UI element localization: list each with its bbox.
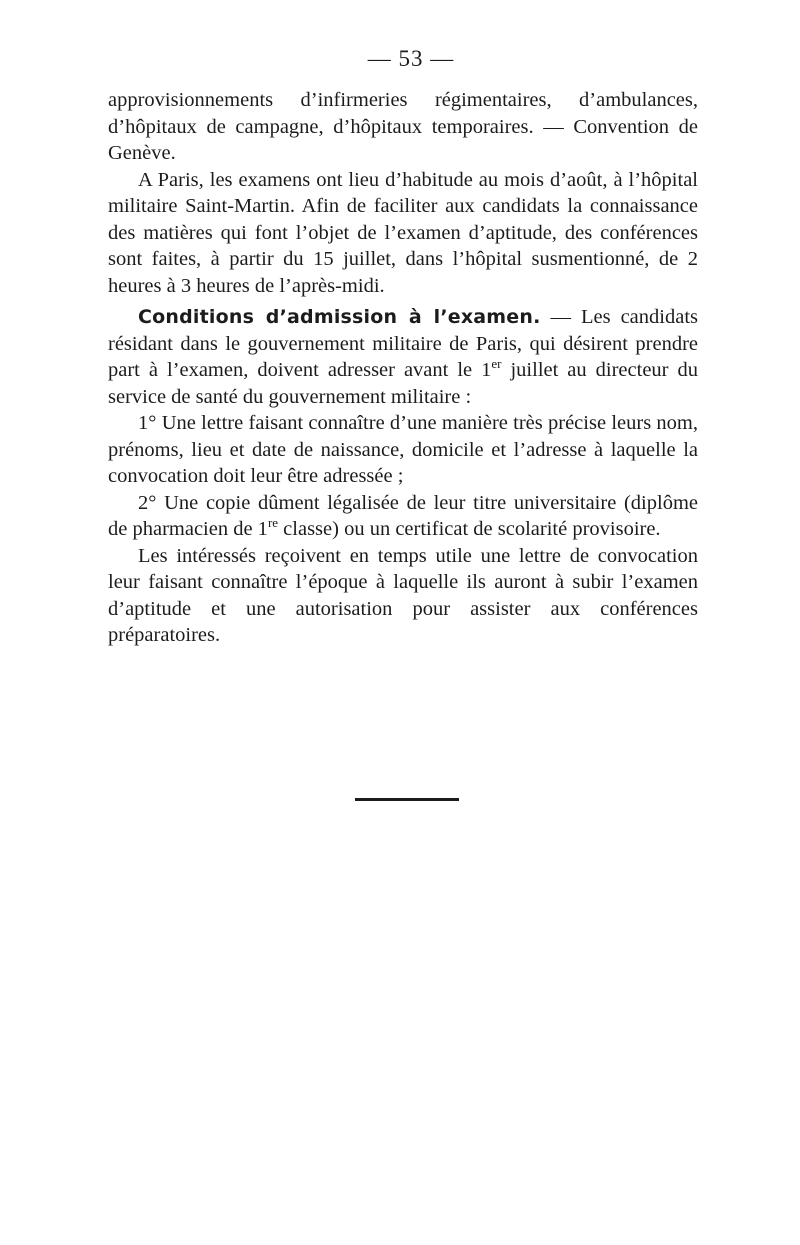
ordinal-superscript: er xyxy=(491,356,502,372)
end-of-chapter-rule xyxy=(355,798,459,801)
paragraph-exam-subjects: approvisionnements d’infirmeries régimentaires, d’ambulances, d’hôpitaux de campagne, d’hôpitaux temporaires. — Convention de Genève. xyxy=(108,89,698,164)
ordinal-superscript: re xyxy=(267,515,279,531)
paragraph-convocation: Les intéressés reçoivent en temps utile une lettre de convocation leur faisant connaître l’époque à laquelle ils auront à subir l’examen d’aptitude et une autorisation pour assister aux conférences préparatoires. xyxy=(108,544,698,646)
section-heading-admission: Conditions d’admission à l’examen. xyxy=(138,306,541,328)
page-body xyxy=(108,87,698,649)
page-number: — 53 — xyxy=(367,46,455,71)
admission-text-end: juillet au directeur du service de santé du gouvernement militaire : xyxy=(108,359,698,408)
diploma-text-end: classe) ou un certificat de scolarité provisoire. xyxy=(278,518,661,540)
list-item-diploma-copy xyxy=(108,490,698,543)
paragraph-exam-location: A Paris, les examens ont lieu d’habitude au mois d’août, à l’hôpital militaire Saint-Martin. Afin de faciliter aux candidats la connaissance des matières qui font l’objet de l’examen d’aptitude, des conférences sont faites, à partir du 15 juillet, dans l’hôpital susmentionné, de 2 heures à 3 heures de l’après-midi. xyxy=(108,168,698,297)
paragraph-admission-conditions xyxy=(108,304,698,410)
diploma-text-start: 2° Une copie dûment légalisée de leur titre universitaire (diplôme de pharmacien de 1 xyxy=(108,491,698,540)
admission-text-start: — Les candidats résidant dans le gouvernement militaire de Paris, qui désirent prendre part à l’examen, doivent adresser avant le 1 xyxy=(108,306,698,381)
list-item-letter: 1° Une lettre faisant connaître d’une manière très précise leurs nom, prénoms, lieu et date de naissance, domicile et l’adresse à laquelle la convocation doit leur être adressée ; xyxy=(108,412,698,487)
